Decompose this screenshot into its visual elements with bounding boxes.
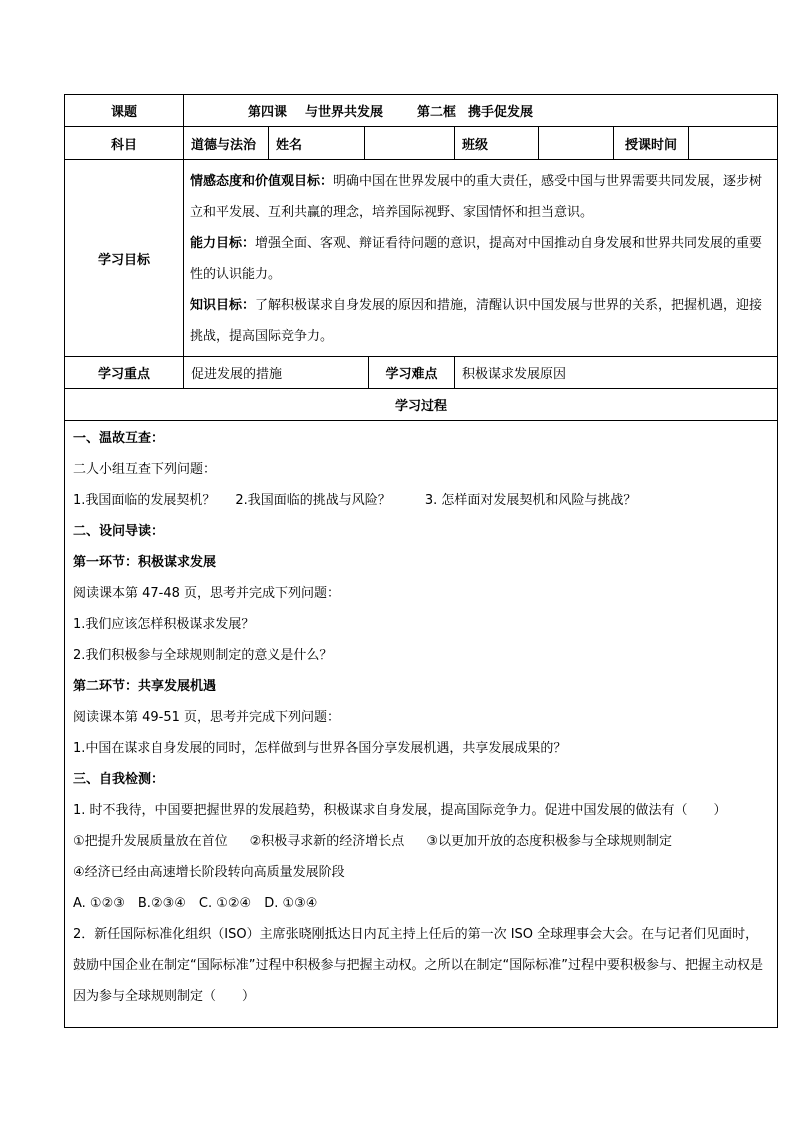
step2-intro: 阅读课本第 49-51 页，思考并完成下列问题： [73, 710, 341, 725]
subject-value: 道德与法治 [184, 127, 269, 160]
ability-goal [190, 228, 771, 290]
goals-label: 学习目标 [65, 160, 184, 357]
section-guide-title: 二、设问导读： [73, 524, 165, 539]
lesson-number: 第四课 [248, 105, 288, 120]
process-title-row [65, 389, 778, 421]
review-question-3: 3. 怎样面对发展契机和风险与挑战？ [424, 493, 637, 508]
knowledge-goal-label: 知识目标： [190, 298, 256, 313]
worksheet [64, 94, 777, 1028]
review-question-1: 1.我国面临的发展契机？ [73, 493, 216, 508]
review-question-2: 2.我国面临的挑战与风险？ [235, 493, 391, 508]
emotion-goal-text: 明确中国在世界发展中的重大责任，感受中国与世界需要共同发展，逐步树立和平发展、互利共赢的理念，培养国际视野、家国情怀和担当意识。 [190, 174, 763, 220]
section-review-title: 一、温故互查： [73, 431, 165, 446]
quiz-question-1-choices: A. ①②③ B.②③④ C. ①②④ D. ①③④ [73, 896, 318, 911]
quiz-option-2: ②积极寻求新的经济增长点 [249, 834, 405, 849]
process-content [65, 421, 778, 1028]
ability-goal-text: 增强全面、客观、辩证看待问题的意识，提高对中国推动自身发展和世界共同发展的重要性的认识能力。 [190, 236, 763, 282]
key-point-value: 促进发展的措施 [184, 357, 369, 389]
quiz-option-4: ④经济已经由高速增长阶段转向高质量发展阶段 [73, 865, 345, 880]
topic-row [65, 95, 778, 127]
name-field[interactable] [365, 127, 455, 160]
process-title: 学习过程 [65, 389, 778, 421]
step2-title: 第二环节：共享发展机遇 [73, 679, 217, 694]
name-label: 姓名 [269, 127, 365, 160]
step2-question-1: 1.中国在谋求自身发展的同时，怎样做到与世界各国分享发展机遇，共享发展成果的？ [73, 741, 567, 756]
emotion-goal [190, 166, 771, 228]
step1-question-2: 2.我们积极参与全球规则制定的意义是什么？ [73, 648, 333, 663]
topic-title [184, 95, 778, 127]
difficult-point-label: 学习难点 [369, 357, 455, 389]
quiz-question-1-options [73, 826, 769, 857]
info-row [65, 127, 778, 160]
subject-label: 科目 [65, 127, 184, 160]
ability-goal-label: 能力目标： [190, 236, 256, 251]
step1-intro: 阅读课本第 47-48 页，思考并完成下列问题： [73, 586, 341, 601]
quiz-option-1: ①把提升发展质量放在首位 [73, 834, 228, 849]
section-review-questions [73, 485, 769, 516]
topic-label: 课题 [65, 95, 184, 127]
goals-content [184, 160, 778, 357]
section-selftest-title: 三、自我检测： [73, 772, 165, 787]
quiz-question-1: 1. 时不我待，中国要把握世界的发展趋势，积极谋求自身发展，提高国际竞争力。促进中国发展的做法有（ ） [73, 803, 727, 818]
focus-row [65, 357, 778, 389]
class-label: 班级 [455, 127, 539, 160]
emotion-goal-label: 情感态度和价值观目标： [190, 174, 334, 189]
knowledge-goal-text: 了解积极谋求自身发展的原因和措施，清醒认识中国发展与世界的关系，把握机遇，迎接挑战，提高国际竞争力。 [190, 298, 763, 344]
time-label: 授课时间 [614, 127, 689, 160]
difficult-point-value: 积极谋求发展原因 [455, 357, 778, 389]
class-field[interactable] [539, 127, 614, 160]
knowledge-goal [190, 290, 771, 352]
lesson-title: 与世界共发展 [305, 105, 384, 120]
time-field[interactable] [689, 127, 778, 160]
section-review-intro: 二人小组互查下列问题： [73, 462, 217, 477]
quiz-question-2: 2．新任国际标准化组织（ISO）主席张晓刚抵达日内瓦主持上任后的第一次 ISO 全球理事会大会。在与记者们见面时，鼓励中国企业在制定“国际标准”过程中积极参与把握主动权。之所以在制定“国际标准”过程中要积极参与、把握主动权是因为参与全球规则制定（ ） [73, 927, 763, 1004]
goals-row [65, 160, 778, 357]
key-point-label: 学习重点 [65, 357, 184, 389]
worksheet-table [64, 94, 778, 1028]
step1-question-1: 1.我们应该怎样积极谋求发展？ [73, 617, 255, 632]
section-title: 携手促发展 [468, 105, 534, 120]
section-number: 第二框 [417, 105, 457, 120]
step1-title: 第一环节：积极谋求发展 [73, 555, 217, 570]
quiz-option-3: ③以更加开放的态度积极参与全球规则制定 [426, 834, 672, 849]
process-row [65, 421, 778, 1028]
